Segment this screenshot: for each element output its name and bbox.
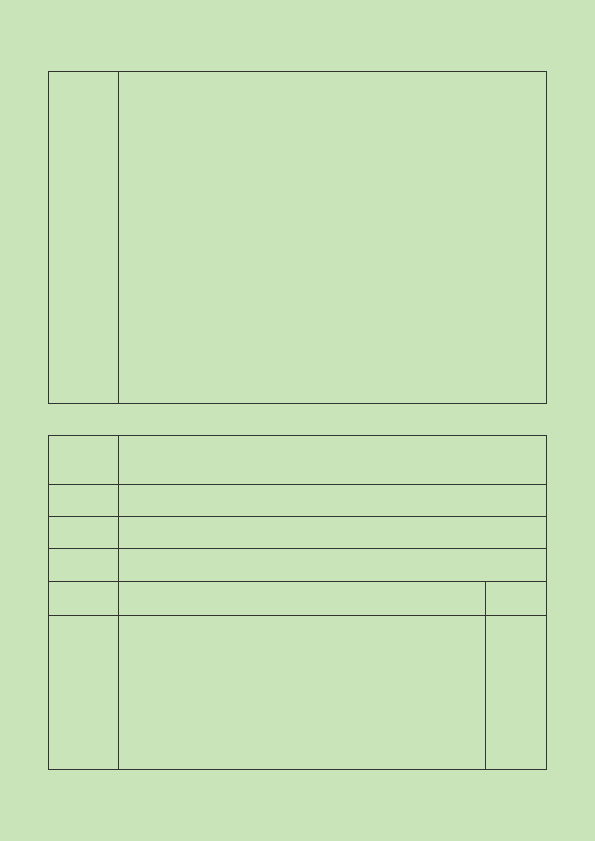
step-method-cell — [486, 616, 547, 770]
top-left-cell — [49, 72, 119, 404]
step-label-cell — [49, 616, 119, 770]
difficult-label — [49, 517, 119, 549]
process-label — [49, 582, 119, 616]
method-line — [491, 671, 546, 693]
step-content-cell — [119, 616, 486, 770]
method-line — [491, 693, 546, 715]
top-content-cell — [119, 72, 547, 404]
method-header — [486, 582, 547, 616]
key-cell — [119, 485, 547, 517]
top-table — [48, 71, 547, 404]
content-header — [119, 582, 486, 616]
goal-label — [49, 436, 119, 485]
goal-cell — [119, 436, 547, 485]
difficult-cell — [119, 517, 547, 549]
lesson-table — [48, 435, 547, 770]
design-cell — [119, 549, 547, 582]
key-label — [49, 485, 119, 517]
design-label — [49, 549, 119, 582]
